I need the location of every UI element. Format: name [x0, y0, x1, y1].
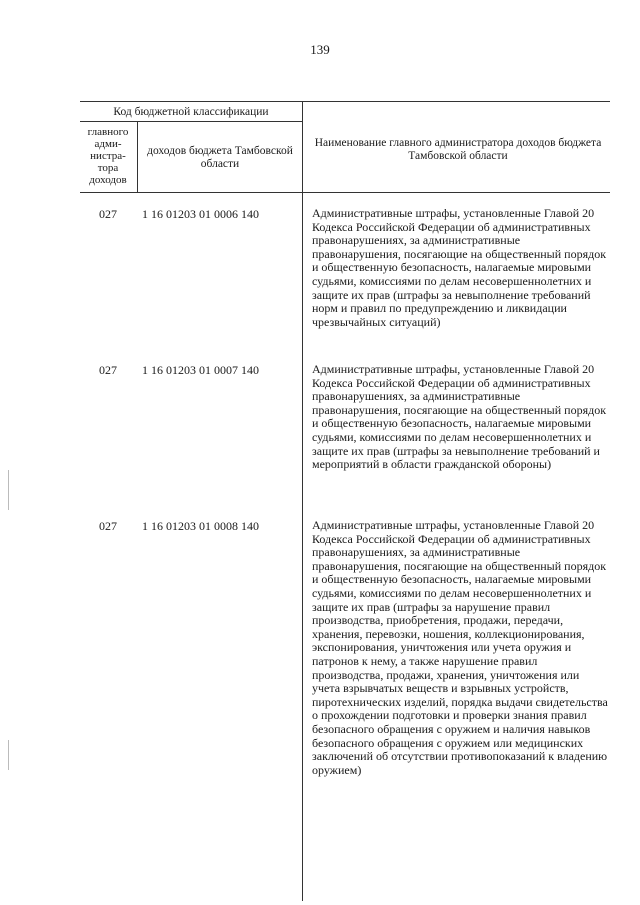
page-number: 139 [310, 42, 330, 57]
income-code-cell: 1 16 01203 01 0008 140 [142, 519, 259, 533]
admin-name-header: Наименование главного администратора доходов бюджета Тамбовской области [314, 137, 602, 162]
admin-code-cell: 027 [99, 363, 117, 377]
table-top-rule [80, 101, 610, 102]
code-classification-header: Код бюджетной классификации [113, 106, 269, 118]
income-code-cell: 1 16 01203 01 0007 140 [142, 363, 259, 377]
scan-margin-mark [8, 470, 9, 510]
income-code-header: доходов бюджета Тамбовской области [147, 145, 293, 170]
header-bottom-rule [80, 192, 610, 193]
admin-name-cell: Административные штрафы, установленные Главой 20 Кодекса Российской Федерации об административных правонарушениях, за административные правонарушения, посягающие на общественный порядок и общественную безопасность, налагаемые мировыми судьями, комиссиями по делам несовершеннолетних и защите их прав (штрафы за нарушение правил производства, приобретения, продажи, передачи, хранения, перевозки, ношения, коллекционирования, экспонирования, уничтожения или учета оружия и патронов к нему, а также нарушение правил производства, продажи, хранения, уничтожения или учета взрывчатых веществ и взрывных устройств, пиротехнических изделий, порядка выдачи свидетельства о прохождении подготовки и проверки знания правил безопасного обращения с оружием и наличия навыков безопасного обращения с оружием или медицинских заключений об отсутствии противопоказаний к владению оружием) [312, 518, 608, 777]
admin-column-divider [137, 121, 138, 193]
admin-code-cell: 027 [99, 519, 117, 533]
scan-margin-mark [8, 740, 9, 770]
income-code-cell: 1 16 01203 01 0006 140 [142, 207, 259, 221]
code-class-rule [80, 121, 302, 122]
admin-name-cell: Административные штрафы, установленные Главой 20 Кодекса Российской Федерации об административных правонарушениях, за административные правонарушения, посягающие на общественный порядок и общественную безопасность, налагаемые мировыми судьями, комиссиями по делам несовершеннолетних и защите их прав (штрафы за невыполнение требований и мероприятий в области гражданской обороны) [312, 362, 607, 472]
admin-code-cell: 027 [99, 207, 117, 221]
admin-name-cell: Административные штрафы, установленные Главой 20 Кодекса Российской Федерации об административных правонарушениях, за административные правонарушения, посягающие на общественный порядок и общественную безопасность, налагаемые мировыми судьями, комиссиями по делам несовершеннолетних и защите их прав (штрафы за невыполнение требований норм и правил по предупреждению и ликвидации чрезвычайных ситуаций) [312, 206, 607, 329]
admin-code-header: главного адми-нистра-тора доходов [87, 126, 129, 186]
